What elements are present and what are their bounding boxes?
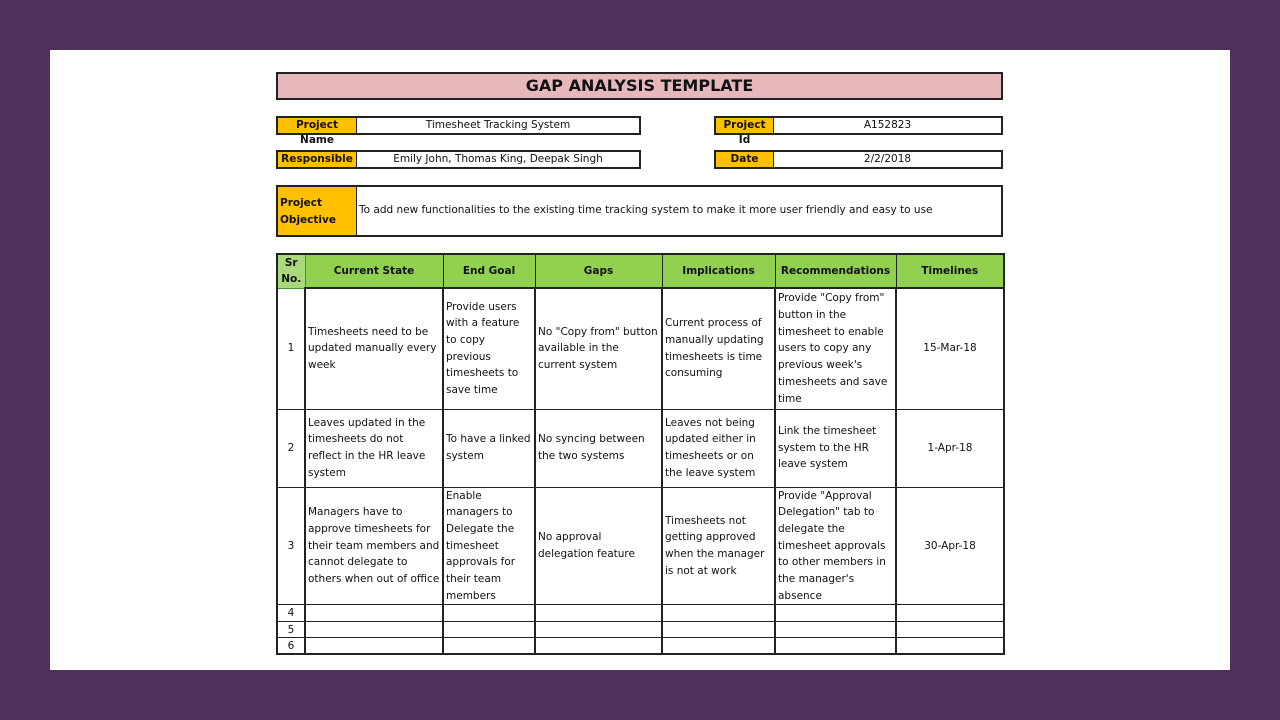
cell-current-state[interactable]: Leaves updated in the timesheets do not reflect in the HR leave system (305, 409, 443, 487)
cell-timelines[interactable]: 30-Apr-18 (896, 487, 1004, 605)
cell-sr-no[interactable]: 5 (277, 621, 305, 638)
project-objective-label: Project Objective (276, 185, 358, 237)
cell-implications[interactable]: Timesheets not getting approved when the manager is not at work (662, 487, 775, 605)
spreadsheet-page (50, 50, 1230, 670)
project-name-label: Project Name (276, 116, 358, 135)
cell-timelines[interactable] (896, 638, 1004, 655)
header-current-state[interactable]: Current State (305, 254, 443, 288)
cell-end-goal[interactable] (443, 638, 535, 655)
cell-sr-no[interactable]: 6 (277, 638, 305, 655)
cell-sr-no[interactable]: 4 (277, 605, 305, 622)
cell-recommendations[interactable]: Provide "Approval Delegation" tab to delegate the timesheet approvals to other members in the manager's absence (775, 487, 896, 605)
cell-implications[interactable]: Current process of manually updating timesheets is time consuming (662, 288, 775, 409)
responsible-value[interactable]: Emily John, Thomas King, Deepak Singh (357, 150, 641, 169)
table-row (277, 409, 1004, 487)
cell-recommendations[interactable] (775, 605, 896, 622)
cell-end-goal[interactable] (443, 621, 535, 638)
cell-sr-no[interactable]: 1 (277, 288, 305, 409)
cell-recommendations[interactable] (775, 621, 896, 638)
cell-current-state[interactable] (305, 605, 443, 622)
header-timelines[interactable]: Timelines (896, 254, 1004, 288)
cell-recommendations[interactable]: Provide "Copy from" button in the timesheet to enable users to copy any previous week's timesheets and save time (775, 288, 896, 409)
cell-current-state[interactable] (305, 638, 443, 655)
table-row (277, 605, 1004, 622)
table-row (277, 288, 1004, 409)
table-row (277, 621, 1004, 638)
cell-implications[interactable] (662, 621, 775, 638)
cell-current-state[interactable]: Timesheets need to be updated manually every week (305, 288, 443, 409)
cell-sr-no[interactable]: 3 (277, 487, 305, 605)
table-row (277, 638, 1004, 655)
cell-gaps[interactable]: No "Copy from" button available in the current system (535, 288, 662, 409)
cell-timelines[interactable]: 15-Mar-18 (896, 288, 1004, 409)
date-label: Date (714, 150, 775, 169)
table-row (277, 487, 1004, 605)
cell-timelines[interactable]: 1-Apr-18 (896, 409, 1004, 487)
project-id-value[interactable]: A152823 (774, 116, 1003, 135)
project-name-value[interactable]: Timesheet Tracking System (357, 116, 641, 135)
table-header-row (277, 254, 1004, 288)
cell-gaps[interactable]: No approval delegation feature (535, 487, 662, 605)
header-end-goal[interactable]: End Goal (443, 254, 535, 288)
cell-current-state[interactable]: Managers have to approve timesheets for their team members and cannot delegate to others when out of office (305, 487, 443, 605)
cell-implications[interactable]: Leaves not being updated either in timesheets or on the leave system (662, 409, 775, 487)
date-value[interactable]: 2/2/2018 (774, 150, 1003, 169)
header-implications[interactable]: Implications (662, 254, 775, 288)
responsible-label: Responsible (276, 150, 358, 169)
cell-gaps[interactable]: No syncing between the two systems (535, 409, 662, 487)
header-recommendations[interactable]: Recommendations (775, 254, 896, 288)
cell-recommendations[interactable] (775, 638, 896, 655)
cell-implications[interactable] (662, 638, 775, 655)
cell-sr-no[interactable]: 2 (277, 409, 305, 487)
cell-end-goal[interactable] (443, 605, 535, 622)
project-id-label: Project Id (714, 116, 775, 135)
cell-recommendations[interactable]: Link the timesheet system to the HR leave system (775, 409, 896, 487)
header-gaps[interactable]: Gaps (535, 254, 662, 288)
cell-timelines[interactable] (896, 605, 1004, 622)
header-sr-no[interactable]: Sr No. (277, 254, 305, 288)
cell-gaps[interactable] (535, 605, 662, 622)
cell-end-goal[interactable]: Provide users with a feature to copy previous timesheets to save time (443, 288, 535, 409)
cell-implications[interactable] (662, 605, 775, 622)
cell-end-goal[interactable]: To have a linked system (443, 409, 535, 487)
cell-end-goal[interactable]: Enable managers to Delegate the timesheet approvals for their team members (443, 487, 535, 605)
cell-gaps[interactable] (535, 621, 662, 638)
cell-timelines[interactable] (896, 621, 1004, 638)
gap-analysis-table (276, 253, 1005, 655)
cell-current-state[interactable] (305, 621, 443, 638)
project-objective-value[interactable]: To add new functionalities to the existing time tracking system to make it more user friendly and easy to use (357, 185, 1003, 237)
cell-gaps[interactable] (535, 638, 662, 655)
page-title: GAP ANALYSIS TEMPLATE (276, 72, 1003, 100)
